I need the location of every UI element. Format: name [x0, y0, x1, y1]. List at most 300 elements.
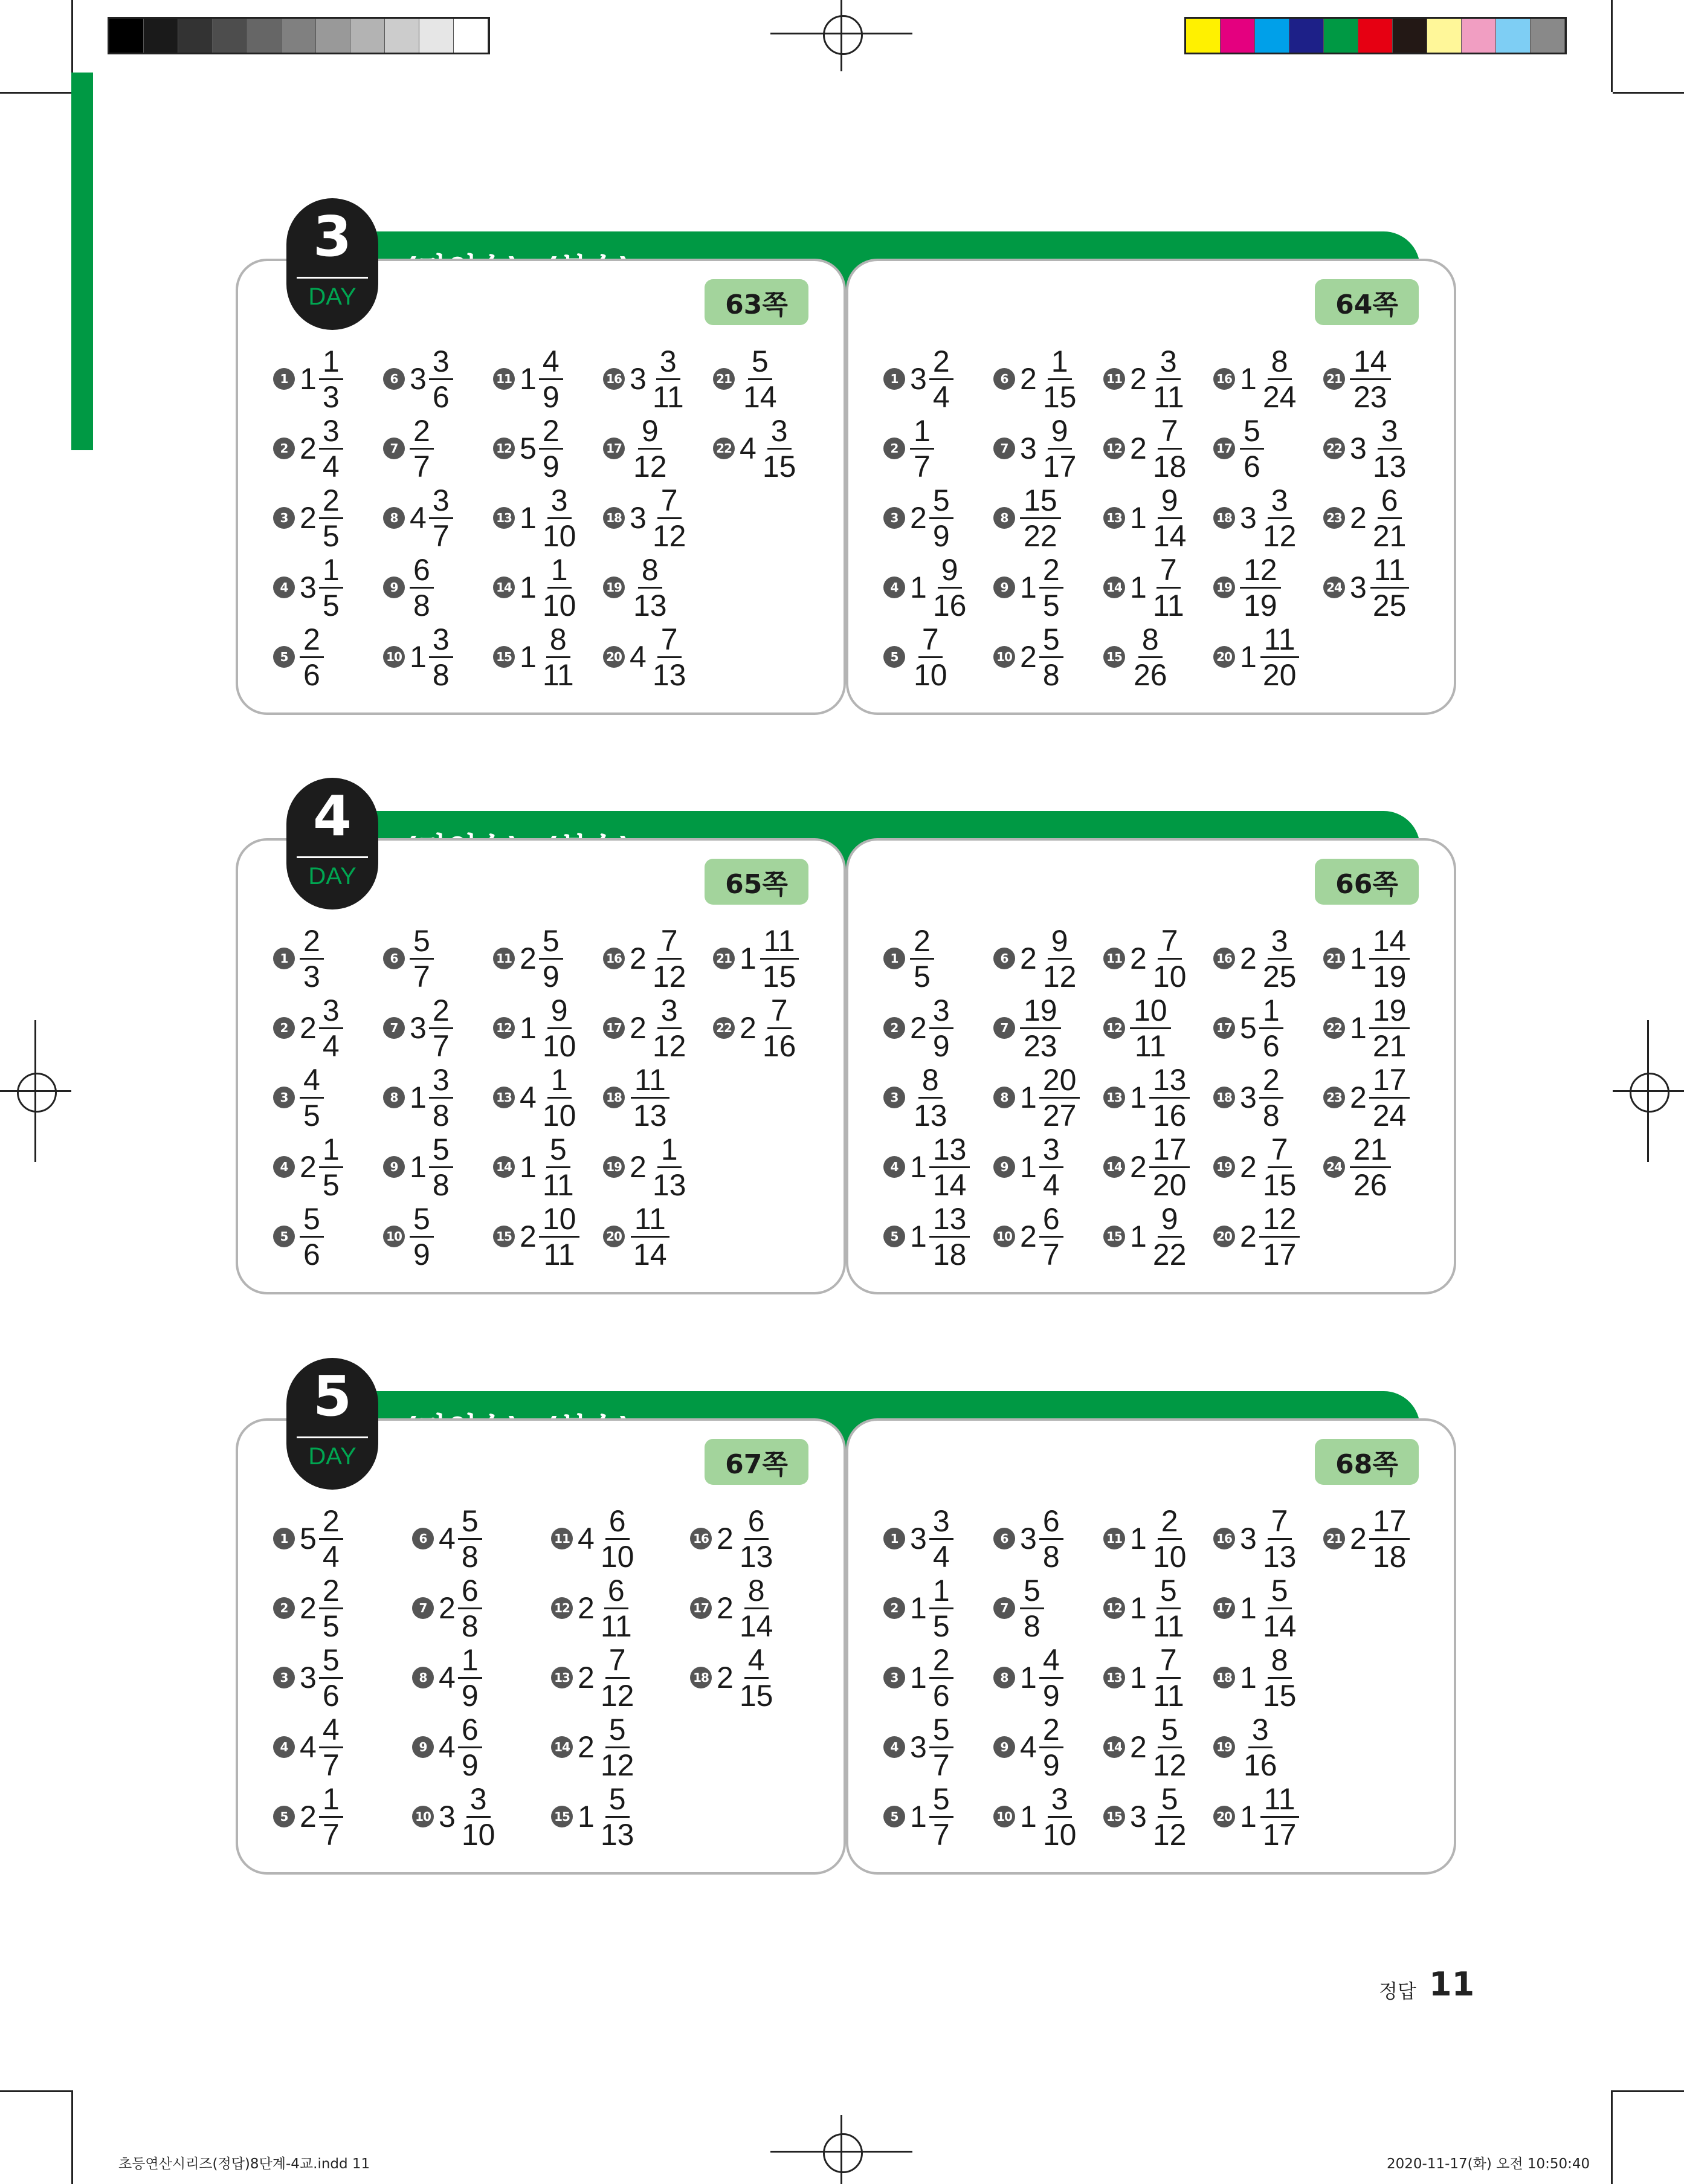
answer-panel — [846, 1418, 1456, 1875]
numerator: 7 — [1158, 926, 1182, 960]
numerator: 1 — [1048, 346, 1072, 380]
denominator: 16 — [762, 1029, 796, 1063]
fraction — [1240, 1714, 1281, 1780]
fraction — [429, 346, 453, 412]
answer-item — [1103, 415, 1190, 482]
answer-item — [1213, 995, 1283, 1061]
whole-number: 1 — [910, 1591, 927, 1625]
question-number-badge: 5 — [273, 1806, 295, 1827]
denominator: 10 — [914, 657, 947, 692]
answer-item — [713, 346, 781, 412]
answer-item — [603, 1134, 689, 1200]
numerator: 1 — [458, 1645, 482, 1679]
question-number-badge: 20 — [1213, 646, 1235, 668]
answer-item — [1213, 415, 1264, 482]
crop-mark — [1613, 92, 1684, 94]
question-number-badge: 7 — [412, 1597, 434, 1619]
fraction — [1259, 1575, 1300, 1641]
question-number-badge: 9 — [383, 577, 405, 598]
answer-item — [412, 1505, 482, 1572]
numerator: 8 — [918, 1065, 943, 1099]
whole-number: 3 — [410, 362, 427, 396]
denominator: 25 — [1262, 959, 1297, 993]
answer-item — [883, 1644, 953, 1711]
denominator: 8 — [1262, 1098, 1280, 1132]
numerator: 7 — [657, 926, 682, 960]
whole-number: 1 — [1130, 1661, 1147, 1695]
question-number-badge: 21 — [1323, 368, 1345, 390]
numerator: 5 — [605, 1784, 630, 1818]
fraction — [1149, 1714, 1190, 1780]
color-swatch — [1221, 19, 1255, 53]
denominator: 25 — [1372, 588, 1407, 622]
fraction — [458, 1714, 482, 1780]
denominator: 23 — [1024, 1029, 1057, 1063]
denominator: 10 — [1042, 1817, 1077, 1852]
answer-item — [993, 1505, 1063, 1572]
question-number-badge: 17 — [1213, 1597, 1235, 1619]
answer-item — [1323, 415, 1410, 482]
numerator: 3 — [1268, 485, 1292, 519]
question-number-badge: 4 — [273, 1736, 295, 1758]
fraction — [1149, 552, 1188, 622]
answer-item — [993, 995, 1061, 1061]
question-number-badge: 10 — [383, 646, 405, 668]
answer-item — [1323, 995, 1410, 1061]
day-badge — [286, 1358, 378, 1490]
question-number-badge: 20 — [1213, 1806, 1235, 1827]
whole-number: 4 — [439, 1730, 456, 1764]
numerator: 6 — [604, 1575, 628, 1609]
answer-item — [1323, 1505, 1410, 1572]
fraction — [410, 413, 434, 483]
answer-item — [883, 415, 934, 482]
question-number-badge: 23 — [1323, 507, 1345, 529]
color-swatch — [1531, 19, 1565, 53]
numerator: 6 — [1039, 1204, 1063, 1238]
fraction — [539, 552, 580, 622]
question-number-badge: 13 — [1103, 1087, 1125, 1108]
denominator: 21 — [1372, 519, 1407, 553]
whole-number: 4 — [300, 1730, 317, 1764]
question-number-badge: 4 — [883, 1736, 905, 1758]
numerator: 8 — [546, 624, 570, 658]
numerator: 1 — [319, 346, 343, 380]
answer-item — [551, 1714, 637, 1780]
fraction — [649, 923, 690, 993]
answer-item — [273, 1203, 324, 1270]
denominator: 6 — [303, 657, 320, 692]
answer-item — [412, 1575, 482, 1641]
whole-number: 3 — [300, 1661, 317, 1695]
answer-item — [273, 1714, 343, 1780]
question-number-badge: 13 — [493, 1087, 515, 1108]
denominator: 5 — [1042, 588, 1060, 622]
color-swatch — [350, 19, 385, 53]
fraction — [1130, 624, 1171, 690]
numerator: 6 — [605, 1506, 630, 1540]
question-number-badge: 16 — [603, 368, 625, 390]
whole-number: 2 — [300, 1011, 317, 1045]
whole-number: 2 — [717, 1661, 734, 1695]
whole-number: 3 — [630, 501, 647, 535]
answer-item — [1213, 346, 1300, 412]
whole-number: 3 — [1240, 501, 1257, 535]
whole-number: 4 — [520, 1081, 537, 1114]
denominator: 13 — [652, 657, 686, 692]
answer-item — [713, 995, 799, 1061]
numerator: 6 — [458, 1714, 482, 1748]
fraction — [1039, 346, 1080, 412]
answer-item — [383, 554, 434, 621]
denominator: 7 — [432, 519, 450, 553]
whole-number: 3 — [1350, 431, 1367, 465]
answer-item — [273, 995, 343, 1061]
denominator: 10 — [1152, 959, 1187, 993]
whole-number: 1 — [1240, 640, 1257, 674]
fraction — [458, 1506, 482, 1572]
color-swatch — [1255, 19, 1289, 53]
denominator: 11 — [543, 1237, 575, 1271]
numerator: 7 — [1157, 1645, 1181, 1679]
denominator: 5 — [322, 519, 340, 553]
answer-item — [383, 415, 434, 482]
denominator: 11 — [652, 380, 684, 414]
crop-mark — [1611, 2090, 1613, 2184]
answer-item — [603, 554, 671, 621]
fraction — [300, 923, 324, 993]
denominator: 13 — [652, 1168, 686, 1202]
numerator: 3 — [929, 1506, 953, 1540]
answer-item — [1213, 1064, 1283, 1131]
day-section — [236, 778, 1420, 1340]
fraction — [319, 1575, 343, 1641]
whole-number: 1 — [910, 1150, 927, 1184]
denominator: 13 — [633, 588, 667, 622]
question-number-badge: 15 — [493, 1226, 515, 1247]
whole-number: 1 — [1020, 1800, 1037, 1833]
numerator: 6 — [744, 1506, 769, 1540]
denominator: 20 — [1262, 657, 1297, 692]
denominator: 8 — [1042, 657, 1060, 692]
whole-number: 3 — [910, 1522, 927, 1556]
fraction — [1130, 995, 1171, 1061]
question-number-badge: 4 — [273, 577, 295, 598]
question-number-badge: 11 — [551, 1528, 573, 1549]
whole-number: 2 — [578, 1730, 595, 1764]
question-number-badge: 8 — [383, 1087, 405, 1108]
numerator: 2 — [300, 926, 324, 960]
fraction — [597, 1575, 636, 1641]
question-number-badge: 3 — [273, 1087, 295, 1108]
question-number-badge: 9 — [993, 1156, 1015, 1178]
gray-color-bar — [108, 17, 490, 54]
denominator: 9 — [461, 1678, 479, 1713]
whole-number: 1 — [1020, 1081, 1037, 1114]
question-number-badge: 9 — [412, 1736, 434, 1758]
denominator: 4 — [322, 1029, 340, 1063]
whole-number: 3 — [300, 570, 317, 604]
fraction — [910, 1062, 951, 1132]
numerator: 5 — [929, 1784, 953, 1818]
numerator: 3 — [1248, 1714, 1273, 1748]
fraction — [1369, 1062, 1410, 1132]
whole-number: 2 — [1350, 1081, 1367, 1114]
answer-item — [1323, 485, 1410, 551]
whole-number: 1 — [410, 1150, 427, 1184]
denominator: 8 — [461, 1539, 479, 1574]
answer-item — [1103, 554, 1188, 621]
question-number-badge: 12 — [1103, 1597, 1125, 1619]
question-number-badge: 16 — [1213, 948, 1235, 969]
color-swatch — [1358, 19, 1393, 53]
numerator: 5 — [300, 1204, 324, 1238]
numerator: 1 — [910, 416, 934, 450]
whole-number: 1 — [1130, 1591, 1147, 1625]
numerator: 7 — [918, 624, 943, 658]
answer-item — [493, 346, 563, 412]
question-number-badge: 22 — [1323, 438, 1345, 459]
whole-number: 2 — [300, 431, 317, 465]
question-number-badge: 9 — [383, 1156, 405, 1178]
answer-item — [993, 1203, 1063, 1270]
denominator: 15 — [1042, 380, 1077, 414]
denominator: 21 — [1372, 1029, 1407, 1063]
color-swatch — [109, 19, 144, 53]
answer-item — [493, 1134, 578, 1200]
question-number-badge: 11 — [1103, 948, 1125, 969]
numerator: 2 — [319, 485, 343, 519]
registration-mark-icon — [1630, 1073, 1669, 1113]
answer-item — [1213, 1134, 1300, 1200]
whole-number: 1 — [578, 1800, 595, 1833]
question-number-badge: 12 — [551, 1597, 573, 1619]
answer-item — [273, 1505, 343, 1572]
whole-number: 1 — [910, 1220, 927, 1253]
answer-panel — [846, 838, 1456, 1294]
denominator: 15 — [1262, 1168, 1297, 1202]
day-number: 5 — [312, 1364, 352, 1429]
denominator: 4 — [1042, 1168, 1060, 1202]
footer-label: 정답 — [1379, 1980, 1416, 2003]
denominator: 13 — [1372, 449, 1407, 483]
question-number-badge: 13 — [1103, 507, 1125, 529]
whole-number: 3 — [1020, 431, 1037, 465]
color-swatch — [282, 19, 316, 53]
denominator: 7 — [413, 449, 430, 483]
question-number-badge: 17 — [603, 438, 625, 459]
answer-item — [603, 624, 689, 690]
question-number-badge: 2 — [273, 438, 295, 459]
whole-number: 4 — [1020, 1730, 1037, 1764]
fraction — [458, 1784, 499, 1850]
question-number-badge: 14 — [1103, 1736, 1125, 1758]
answer-item — [603, 415, 671, 482]
question-number-badge: 8 — [993, 1087, 1015, 1108]
denominator: 5 — [914, 959, 931, 993]
denominator: 6 — [303, 1237, 320, 1271]
numerator: 2 — [319, 1575, 343, 1609]
whole-number: 3 — [1020, 1522, 1037, 1556]
numerator: 4 — [1039, 1645, 1063, 1679]
numerator: 2 — [410, 416, 434, 450]
crop-mark — [1611, 0, 1613, 92]
color-swatch — [1427, 19, 1462, 53]
numerator: 8 — [638, 555, 662, 589]
denominator: 11 — [1152, 380, 1184, 414]
fraction — [319, 995, 343, 1061]
denominator: 10 — [542, 1029, 576, 1063]
fraction — [1350, 346, 1391, 412]
denominator: 12 — [600, 1678, 634, 1713]
question-number-badge: 19 — [603, 577, 625, 598]
fraction — [929, 1714, 953, 1780]
answer-item — [383, 1203, 434, 1270]
denominator: 22 — [1152, 1237, 1187, 1271]
denominator: 11 — [542, 1168, 574, 1202]
numerator: 5 — [1240, 416, 1264, 450]
denominator: 11 — [1152, 588, 1184, 622]
question-number-badge: 12 — [1103, 438, 1125, 459]
day-label: DAY — [308, 283, 356, 310]
fraction — [1259, 485, 1300, 551]
answer-item — [273, 1783, 343, 1850]
question-number-badge: 11 — [493, 368, 515, 390]
question-number-badge: 2 — [883, 1597, 905, 1619]
fraction — [649, 624, 690, 690]
question-number-badge: 18 — [1213, 1087, 1235, 1108]
denominator: 19 — [1372, 959, 1407, 993]
answer-item — [993, 554, 1063, 621]
numerator: 3 — [547, 485, 572, 519]
numerator: 3 — [929, 995, 953, 1029]
fraction — [630, 552, 671, 622]
question-number-badge: 11 — [493, 948, 515, 969]
numerator: 15 — [1020, 485, 1061, 519]
denominator: 9 — [1042, 1748, 1060, 1782]
denominator: 16 — [1244, 1748, 1277, 1782]
answer-item — [603, 925, 689, 992]
question-number-badge: 1 — [883, 1528, 905, 1549]
question-number-badge: 9 — [993, 577, 1015, 598]
denominator: 4 — [322, 1539, 340, 1574]
answer-item — [993, 1064, 1080, 1131]
answer-item — [551, 1575, 636, 1641]
fraction — [1240, 552, 1281, 622]
answer-item — [493, 554, 579, 621]
denominator: 26 — [1134, 657, 1167, 692]
fraction — [319, 346, 343, 412]
divider — [297, 856, 368, 858]
fraction — [929, 1645, 953, 1711]
numerator: 3 — [657, 995, 682, 1029]
answer-item — [1323, 1064, 1410, 1131]
numerator: 1 — [1259, 995, 1283, 1029]
numerator: 17 — [1149, 1134, 1190, 1168]
whole-number: 1 — [410, 640, 427, 674]
answer-item — [883, 1783, 953, 1850]
numerator: 4 — [300, 1065, 324, 1099]
numerator: 3 — [319, 416, 343, 450]
fraction — [1039, 1201, 1063, 1271]
question-number-badge: 2 — [273, 1597, 295, 1619]
answer-item — [883, 925, 934, 992]
fraction — [1149, 413, 1190, 483]
answer-item — [383, 925, 434, 992]
numerator: 4 — [744, 1645, 769, 1679]
fraction — [539, 1201, 580, 1271]
whole-number: 2 — [717, 1591, 734, 1625]
answer-item — [493, 624, 578, 690]
numerator: 5 — [1039, 624, 1063, 658]
answer-item — [273, 1575, 343, 1641]
answer-item — [603, 485, 689, 551]
question-number-badge: 5 — [883, 1226, 905, 1247]
question-number-badge: 24 — [1323, 577, 1345, 598]
answer-item — [1103, 995, 1171, 1061]
answer-item — [883, 624, 951, 690]
answer-item — [993, 1714, 1063, 1780]
numerator: 5 — [410, 926, 434, 960]
whole-number: 4 — [439, 1522, 456, 1556]
fraction — [410, 1201, 434, 1271]
crop-mark — [34, 1020, 36, 1162]
day-badge — [286, 198, 378, 330]
question-number-badge: 20 — [603, 1226, 625, 1247]
question-number-badge: 5 — [273, 646, 295, 668]
question-number-badge: 12 — [493, 1017, 515, 1039]
answer-item — [883, 1134, 970, 1200]
denominator: 13 — [1262, 1539, 1297, 1574]
answer-item — [1213, 1203, 1300, 1270]
question-number-badge: 1 — [273, 1528, 295, 1549]
fraction — [300, 624, 324, 690]
whole-number: 2 — [1240, 1150, 1257, 1184]
fraction — [649, 1134, 690, 1200]
whole-number: 2 — [300, 1591, 317, 1625]
fraction — [1149, 346, 1188, 412]
denominator: 9 — [413, 1237, 430, 1271]
answer-item — [993, 624, 1063, 690]
fraction — [929, 346, 953, 412]
answer-item — [713, 925, 799, 992]
question-number-badge: 14 — [493, 577, 515, 598]
whole-number: 1 — [410, 1081, 427, 1114]
whole-number: 1 — [740, 942, 757, 975]
denominator: 7 — [1042, 1237, 1060, 1271]
question-number-badge: 17 — [690, 1597, 712, 1619]
whole-number: 2 — [520, 1220, 537, 1253]
question-number-badge: 6 — [993, 948, 1015, 969]
numerator: 5 — [1157, 1575, 1181, 1609]
denominator: 15 — [762, 959, 796, 993]
question-number-badge: 3 — [883, 1667, 905, 1688]
numerator: 12 — [1259, 1204, 1300, 1238]
denominator: 12 — [1262, 519, 1297, 553]
answer-item — [993, 925, 1080, 992]
fraction — [1259, 1506, 1300, 1572]
page-tag: 65쪽 — [705, 859, 808, 905]
crop-mark — [0, 2090, 71, 2092]
fraction — [539, 923, 563, 993]
question-number-badge: 7 — [993, 438, 1015, 459]
answer-item — [273, 1064, 324, 1131]
question-number-badge: 4 — [883, 1156, 905, 1178]
whole-number: 1 — [520, 1150, 537, 1184]
numerator: 14 — [1369, 926, 1410, 960]
registration-mark-icon — [17, 1073, 57, 1113]
question-number-badge: 19 — [603, 1156, 625, 1178]
